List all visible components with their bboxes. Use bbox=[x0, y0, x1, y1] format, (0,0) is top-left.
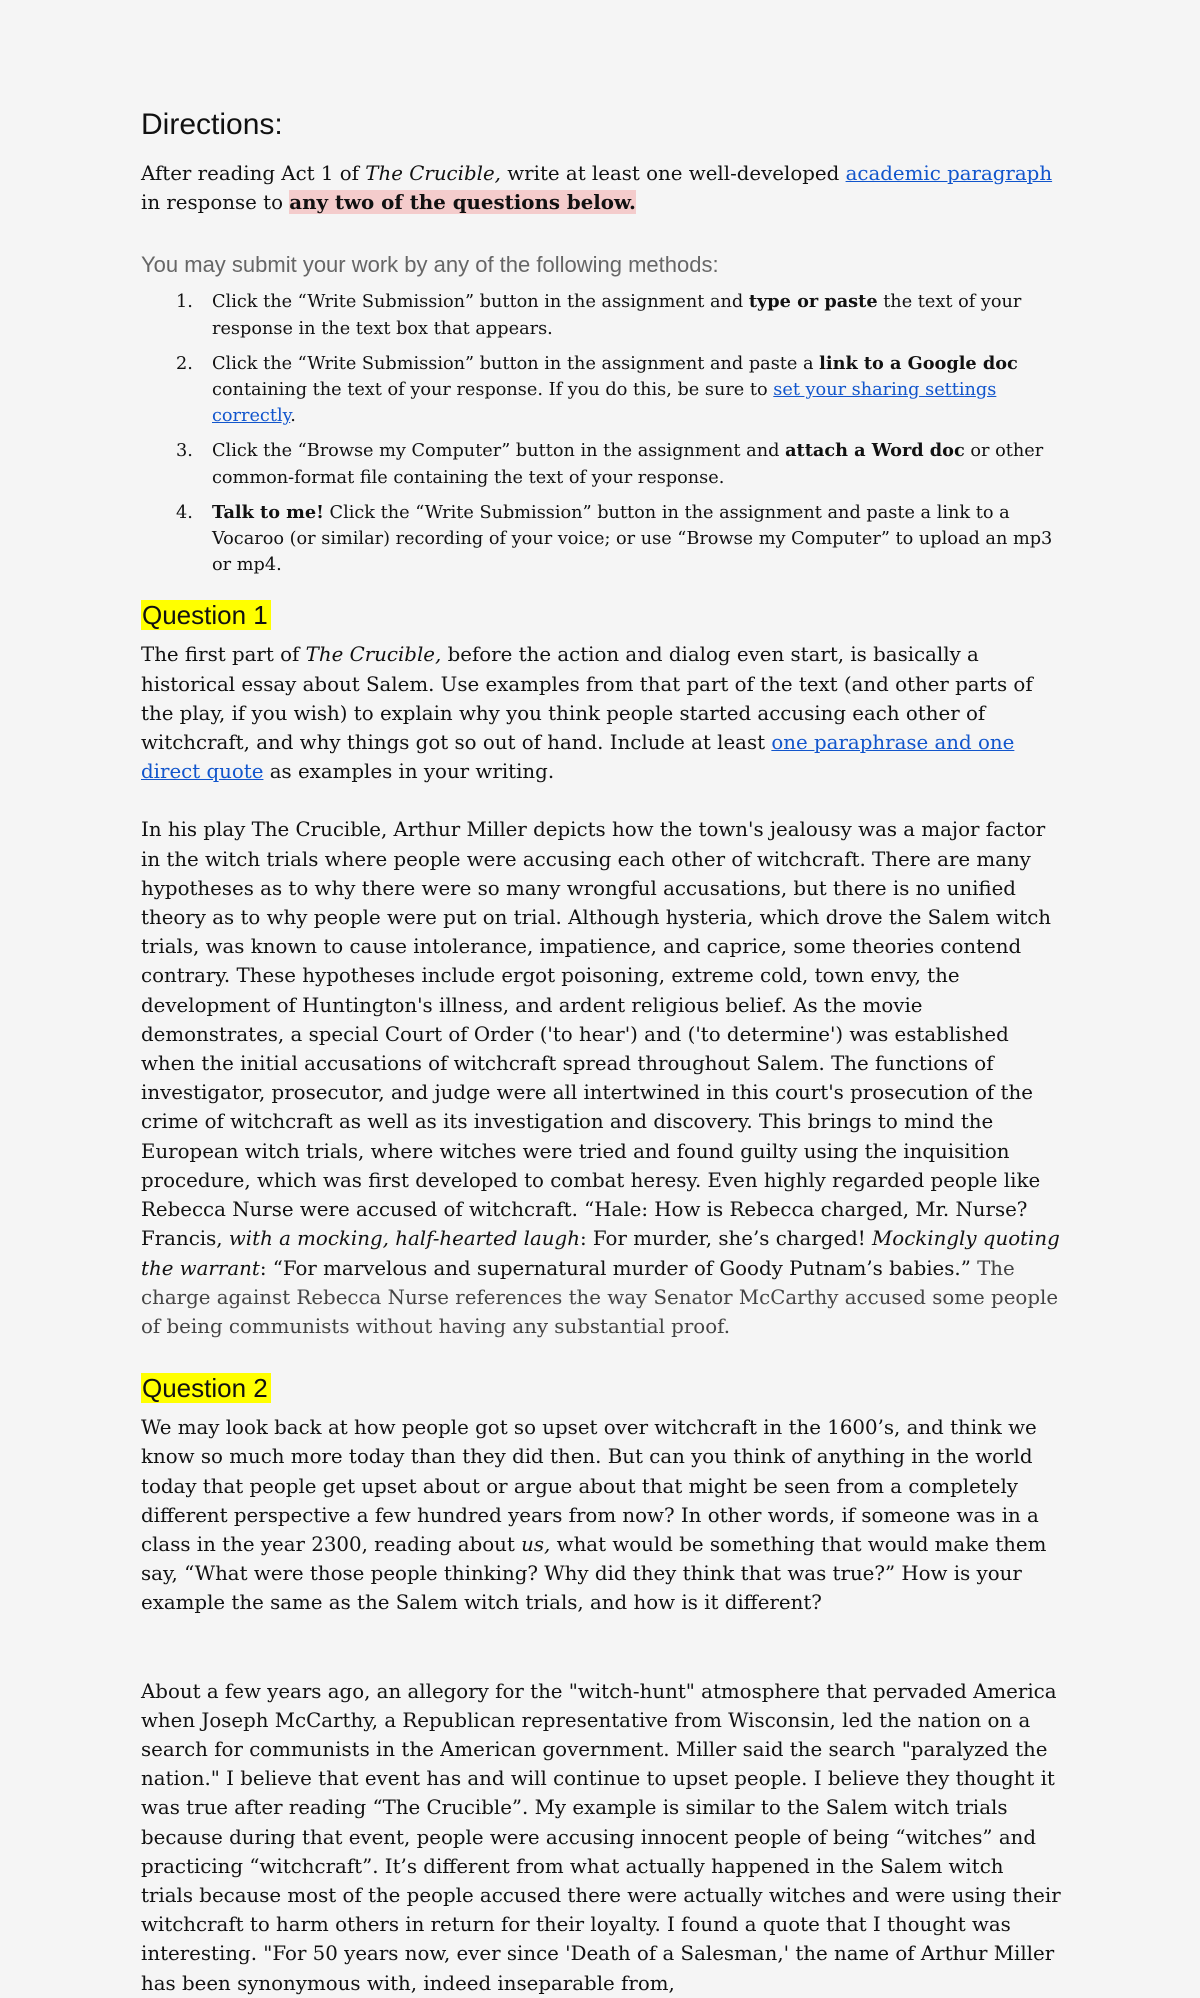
intro-highlight: any two of the questions below. bbox=[289, 190, 636, 215]
q1-prompt-text-1: The first part of bbox=[141, 643, 306, 667]
method-text: or other common-format file containing the text of your response. bbox=[212, 441, 1044, 488]
method-text: Click the “Write Submission” button in the assignment and bbox=[212, 292, 749, 313]
q1-answer-text-3: : “For marvelous and supernatural murder of Goody Putnam’s babies.” bbox=[259, 1256, 971, 1280]
q1-prompt-book-title: The Crucible, bbox=[305, 643, 442, 667]
q2-prompt-italic: us, bbox=[521, 1532, 551, 1556]
intro-text-3: in response to bbox=[141, 191, 290, 215]
method-bold: type or paste bbox=[748, 291, 878, 313]
q1-answer-italic-2: Mockingly quoting the warrant bbox=[141, 1227, 1060, 1280]
directions-intro bbox=[141, 159, 1061, 217]
method-text: Click the “Write Submission” button in the assignment and paste a bbox=[212, 353, 820, 374]
question-2-prompt bbox=[141, 1413, 1061, 1617]
intro-text-1: After reading Act 1 of bbox=[141, 162, 366, 185]
intro-book-title: The Crucible, bbox=[365, 162, 501, 185]
q1-answer-text-2: : For murder, she’s charged! bbox=[579, 1227, 873, 1251]
method-number: 4. bbox=[176, 502, 193, 523]
submission-heading: You may submit your work by any of the following methods: bbox=[141, 252, 719, 278]
method-item-3 bbox=[141, 438, 1061, 490]
q1-answer-italic-1: with a mocking, half-hearted laugh bbox=[228, 1227, 580, 1251]
method-bold: Talk to me! bbox=[212, 501, 324, 523]
spacer bbox=[141, 786, 1061, 815]
method-text: Click the “Write Submission” button in the assignment and paste a link to a Vocaroo (or similar) recording of your voice; or use “Browse my Computer” to upload an mp3 or mp4. bbox=[212, 502, 1053, 576]
document-content bbox=[141, 103, 1061, 1998]
sharing-settings-link[interactable]: set your sharing settings correctly bbox=[212, 380, 997, 427]
question-1-title-text: Question 1 bbox=[141, 600, 271, 630]
question-1-prompt bbox=[141, 640, 1061, 786]
method-number: 1. bbox=[176, 292, 193, 313]
method-number: 3. bbox=[176, 441, 193, 462]
method-item-1 bbox=[141, 289, 1061, 341]
question-1-answer bbox=[141, 815, 1061, 1341]
method-item-2 bbox=[141, 351, 1061, 430]
method-text: containing the text of your response. If you do this, be sure to bbox=[212, 380, 774, 401]
q1-prompt-text-3: as examples in your writing. bbox=[263, 760, 555, 784]
submission-methods-list bbox=[141, 289, 1061, 578]
intro-text-2: write at least one well-developed bbox=[500, 162, 846, 185]
q2-prompt-text-2: what would be something that would make them say, “What were those people thinking? Why did they think that was true?” How is your example the same as the Salem witch trials, and how is it different? bbox=[141, 1532, 1047, 1615]
method-bold: attach a Word doc bbox=[785, 440, 965, 462]
method-bold: link to a Google doc bbox=[819, 352, 1018, 374]
question-2-title bbox=[141, 1371, 1061, 1405]
method-item-4 bbox=[141, 500, 1061, 579]
q1-prompt-text-2: before the action and dialog even start, is basically a historical essay about Salem. Use examples from that part of the text (and other parts of the play, if you wish) to explain why you think people started accusing each other of witchcraft, and why things got so out of hand. Include at least bbox=[141, 643, 1033, 755]
q2-prompt-text-1: We may look back at how people got so upset over witchcraft in the 1600’s, and think we know so much more today than they did then. But can you think of anything in the world today that people get upset about or argue about that might be seen from a completely different perspective a few hundred years from now? In other words, if someone was in a class in the year 2300, reading about bbox=[141, 1416, 1039, 1556]
method-text: the text of your response in the text box that appears. bbox=[212, 292, 1022, 339]
method-number: 2. bbox=[176, 353, 193, 374]
method-text: Click the “Browse my Computer” button in the assignment and bbox=[212, 441, 786, 462]
academic-paragraph-link[interactable]: academic paragraph bbox=[845, 162, 1053, 185]
method-text: . bbox=[290, 406, 296, 427]
directions-title: Directions: bbox=[141, 108, 283, 141]
q1-answer-text-1: In his play The Crucible, Arthur Miller depicts how the town's jealousy was a major factor in the witch trials where people were accusing each other of witchcraft. There are many hypotheses as to why there were so many wrongful accusations, but there is no unified theory as to why people were put on trial. Although hysteria, which drove the Salem witch trials, was known to cause intolerance, impatience, and caprice, some theories contend contrary. These hypotheses include ergot poisoning, extreme cold, town envy, the development of Huntington's illness, and ardent religious belief. As the movie demonstrates, a special Court of Order ('to hear') and ('to determine') was established when the initial accusations of witchcraft spread throughout Salem. The functions of investigator, prosecutor, and judge were all intertwined in this court's prosecution of the crime of witchcraft as well as its investigation and discovery. This brings to mind the European witch trials, where witches were tried and found guilty using the inquisition procedure, which was first developed to combat heresy. Even highly regarded people like Rebecca Nurse were accused of witchcraft. “Hale: How is Rebecca charged, Mr. Nurse?Francis, bbox=[141, 818, 1052, 1251]
question-2-answer: About a few years ago, an allegory for the "witch-hunt" atmosphere that pervaded America when Joseph McCarthy, a Republican representative from Wisconsin, led the nation on a search for communists in the American government. Miller said the search "paralyzed the nation." I believe that event has and will continue to upset people. I believe they thought it was true after reading “The Crucible”. My example is similar to the Salem witch trials because during that event, people were accusing innocent people of being “witches” and practicing “witchcraft”. It’s different from what actually happened in the Salem witch trials because most of the people accused there were actually witches and were using their witchcraft to harm others in return for their loyalty. I found a quote that I thought was interesting. "For 50 years now, ever since 'Death of a Salesman,' the name of Arthur Miller has been synonymous with, indeed inseparable from, bbox=[141, 1679, 1061, 1995]
question-2-title-text: Question 2 bbox=[141, 1373, 271, 1403]
question-1-title bbox=[141, 598, 1061, 632]
paraphrase-quote-link[interactable]: one paraphrase and one direct quote bbox=[141, 731, 1015, 784]
q1-answer-gray-text: The charge against Rebecca Nurse references the way Senator McCarthy accused some people of being communists without having any substantial proof. bbox=[141, 1256, 1059, 1338]
spacer bbox=[141, 1618, 1061, 1677]
